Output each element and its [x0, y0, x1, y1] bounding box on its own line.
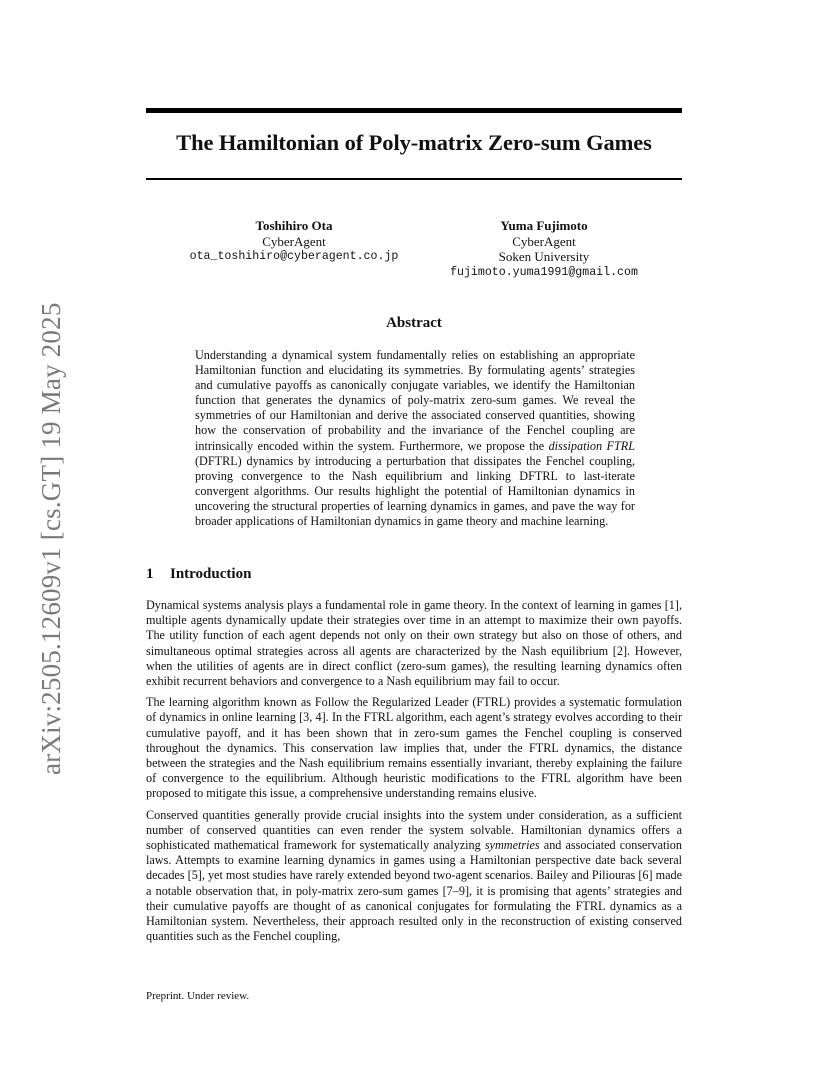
paragraph: The learning algorithm known as Follow the Regularized Leader (FTRL) provides a systematic formulation of dynamics in online learning [3, 4]. In the FTRL algorithm, each agent’s strategy evolves according to their cumulative payoff, and it has been shown that in zero-sum games the Fenchel coupling is conserved throughout the dynamics. This conservation law implies that, under the FTRL dynamics, the distance between the strategies and the Nash equilibrium remains essentially invariant, thereby explaining the failure of convergence to the equilibrium. Although heuristic modifications to the FTRL algorithm have been proposed to mitigate this issue, a comprehensive understanding remains elusive. [146, 695, 682, 801]
title-top-rule [146, 108, 682, 113]
abstract-text-part: Understanding a dynamical system fundamentally relies on establishing an appropriate Hamiltonian function and elucidating its symmetries. By formulating agents’ strategies and cumulative payoffs as canonically conjugate variables, we identify the Hamiltonian function that generates the dynamics of poly-matrix zero-sum games. We reveal the symmetries of our Hamiltonian and derive the associated conserved quantities, showing how the conservation of probability and the invariance of the Fenchel coupling are intrinsically encoded within the system. Furthermore, we propose the [195, 348, 635, 453]
abstract-heading: Abstract [386, 315, 442, 331]
author-email: ota_toshihiro@cyberagent.co.jp [189, 250, 399, 263]
arxiv-identifier-stamp: arXiv:2505.12609v1 [cs.GT] 19 May 2025 [36, 302, 66, 775]
author-affiliation: CyberAgent [512, 233, 576, 249]
paragraph: Dynamical systems analysis plays a fundamental role in game theory. In the context of learning in games [1], multiple agents dynamically update their strategies over time in an attempt to maximize their own payoffs. The utility function of each agent depends not only on their own strategy but also on those of others, and simultaneous optimal strategies across all agents are characterized by the Nash equilibrium [2]. However, when the utilities of agents are in direct conflict (zero-sum games), the resulting learning dynamics often exhibit recurrent behaviors and convergence to a Nash equilibrium may fail to occur. [146, 598, 682, 689]
paper-title: The Hamiltonian of Poly-matrix Zero-sum Games [176, 130, 652, 155]
title-bottom-rule [146, 178, 682, 180]
author-email: fujimoto.yuma1991@gmail.com [450, 265, 638, 279]
section-title: Introduction [170, 566, 252, 582]
paragraph [146, 808, 682, 945]
abstract-emphasis: dissipation FTRL [548, 438, 635, 453]
section-number: 1 [146, 566, 154, 582]
paragraph-text-part: and associated conservation laws. Attempts to examine learning dynamics in games using a Hamiltonian perspective date back several decades [5], yet most studies have rarely extended beyond two-agent scenarios. Bailey and Piliouras [6] made a notable observation that, in poly-matrix zero-sum games [7–9], it is promising that agents’ strategies and their cumulative payoffs are thought of as canonical conjugates for formulating the FTRL dynamics as a Hamiltonian system. Nevertheless, their approach resulted only in the reconstruction of existing conserved quantities such as the Fenchel coupling, [146, 838, 682, 944]
introduction-body [146, 598, 682, 950]
abstract-text-part: (DFTRL) dynamics by introducing a perturbation that dissipates the Fenchel coupling, proving convergence to the Nash equilibrium and linking DFTRL to last-iterate convergent algorithms. Our results highlight the potential of Hamiltonian dynamics in uncovering the structural properties of learning dynamics in games, and pave the way for broader applications of Hamiltonian dynamics in game theory and machine learning. [195, 453, 635, 529]
section-heading-introduction [146, 566, 251, 583]
abstract-text [195, 348, 635, 529]
author-name: Yuma Fujimoto [500, 218, 588, 233]
author-affiliation: CyberAgent [262, 233, 326, 249]
author-block-2 [414, 218, 674, 280]
author-block-1 [164, 218, 424, 265]
paragraph-emphasis: symmetries [484, 838, 540, 853]
preprint-footer: Preprint. Under review. [146, 990, 250, 1002]
paragraph-text-part: Conserved quantities generally provide crucial insights into the system under consideration, as a sufficient number of conserved quantities can even render the system solvable. Hamiltonian dynamics offers a sophisticated mathematical framework for systematically analyzing [146, 807, 682, 853]
author-name: Toshihiro Ota [255, 218, 333, 233]
author-affiliation: Soken University [498, 249, 590, 264]
